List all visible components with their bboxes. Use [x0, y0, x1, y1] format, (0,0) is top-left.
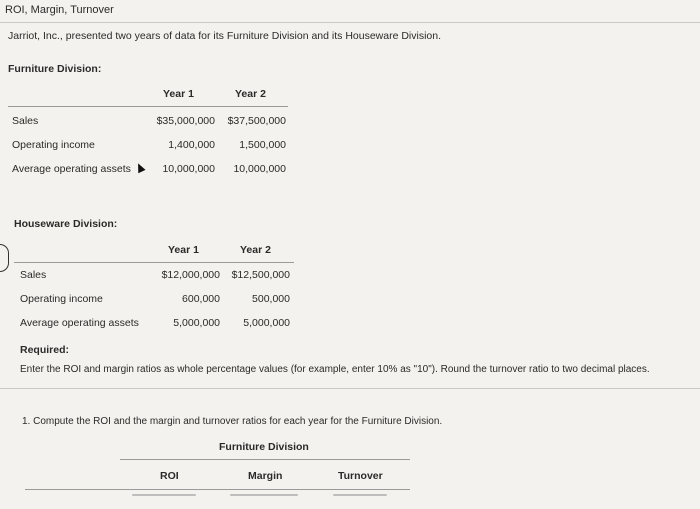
answer-col-margin: Margin — [248, 470, 283, 482]
margin-input[interactable] — [230, 494, 298, 496]
furniture-row-year2: $37,500,000 — [227, 115, 286, 127]
required-instruction: Enter the ROI and margin ratios as whole percentage values (for example, enter 10% as "10"). Round the turnover ratio to two decimal places. — [20, 364, 650, 375]
houseware-heading: Houseware Division: — [14, 218, 118, 230]
turnover-input[interactable] — [333, 494, 387, 496]
furniture-row-label: Average operating assets — [12, 163, 131, 175]
furniture-row-year2: 1,500,000 — [239, 139, 286, 151]
houseware-row-year2: 5,000,000 — [243, 317, 290, 329]
furniture-row-label: Sales — [12, 115, 39, 127]
furniture-row-year2: 10,000,000 — [233, 163, 286, 175]
houseware-col-year2: Year 2 — [240, 244, 271, 256]
houseware-row-label: Sales — [20, 269, 47, 281]
title-divider — [0, 22, 700, 23]
houseware-row-label: Average operating assets — [20, 317, 139, 329]
roi-input[interactable] — [132, 494, 196, 496]
answer-table-header-rule — [25, 489, 410, 490]
required-label: Required: — [20, 344, 70, 356]
answer-table-title: Furniture Division — [219, 441, 309, 453]
mouse-cursor-icon — [134, 162, 145, 174]
furniture-col-year1: Year 1 — [163, 88, 194, 100]
furniture-col-year2: Year 2 — [235, 88, 266, 100]
houseware-row-label: Operating income — [20, 293, 103, 305]
houseware-row-year1: 600,000 — [182, 293, 220, 305]
furniture-row-label: Operating income — [12, 139, 95, 151]
furniture-header-rule — [8, 106, 288, 107]
furniture-row-year1: $35,000,000 — [156, 115, 215, 127]
houseware-header-rule — [14, 262, 294, 263]
page-title: ROI, Margin, Turnover — [5, 4, 114, 16]
furniture-row-year1: 1,400,000 — [168, 139, 215, 151]
houseware-col-year1: Year 1 — [168, 244, 199, 256]
answer-table-title-rule — [120, 459, 410, 460]
houseware-row-year1: 5,000,000 — [173, 317, 220, 329]
question-1-text: 1. Compute the ROI and the margin and turnover ratios for each year for the Furniture Division. — [22, 416, 443, 427]
furniture-heading: Furniture Division: — [8, 63, 102, 75]
furniture-row-year1: 10,000,000 — [162, 163, 215, 175]
page-edge-bracket — [0, 244, 9, 272]
answer-col-turnover: Turnover — [338, 470, 383, 482]
answer-col-roi: ROI — [160, 470, 179, 482]
section-divider — [0, 388, 700, 389]
houseware-row-year2: $12,500,000 — [231, 269, 290, 281]
houseware-row-year2: 500,000 — [252, 293, 290, 305]
intro-text: Jarriot, Inc., presented two years of data for its Furniture Division and its Houseware Division. — [8, 30, 442, 42]
houseware-row-year1: $12,000,000 — [161, 269, 220, 281]
